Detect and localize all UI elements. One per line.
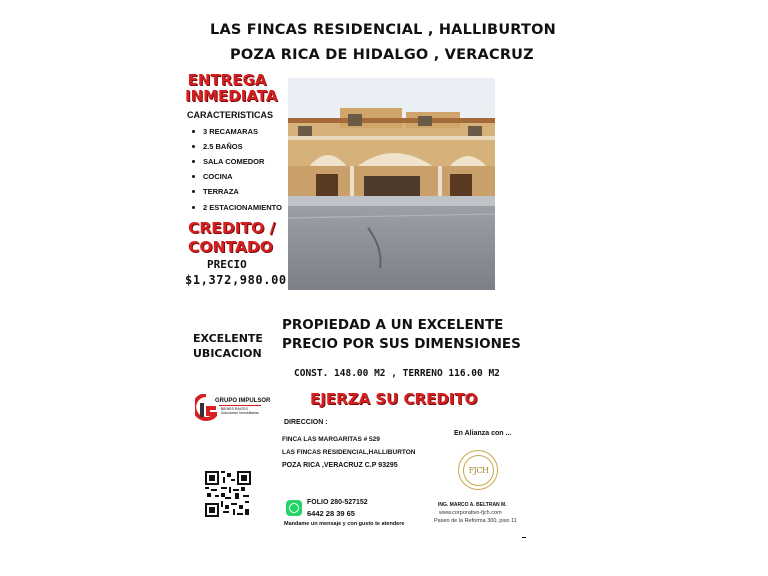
- location-note-line2: UBICACION: [193, 347, 262, 360]
- feature-item: SALA COMEDOR: [190, 157, 282, 172]
- tagline-line2: PRECIO POR SUS DIMENSIONES: [282, 336, 521, 352]
- divider-mark: [522, 537, 526, 538]
- address-line3: POZA RICA ,VERACRUZ C.P 93295: [282, 462, 398, 469]
- contact-phone[interactable]: 6442 28 39 65: [307, 509, 355, 518]
- payment-line1: CREDITO /: [188, 219, 276, 237]
- tagline-line1: PROPIEDAD A UN EXCELENTE: [282, 317, 504, 333]
- payment-line2: CONTADO: [188, 238, 273, 256]
- header-title-line2: POZA RICA DE HIDALGO , VERACRUZ: [230, 47, 534, 63]
- payment-options: [188, 219, 275, 257]
- feature-item: 2 ESTACIONAMIENTO: [190, 203, 282, 212]
- qr-code[interactable]: [205, 471, 251, 517]
- alliance-seal-text: FJCH: [463, 455, 494, 486]
- contact-note: Mandame un mensaje y con gusto te atendere: [284, 521, 405, 527]
- impulsor-sub: BIENES RAICES: [221, 407, 248, 411]
- whatsapp-icon[interactable]: [286, 500, 302, 516]
- address-line2: LAS FINCAS RESIDENCIAL,HALLIBURTON: [282, 449, 416, 456]
- delivery-badge-line1: ENTREGA: [187, 71, 267, 89]
- delivery-badge: [185, 71, 278, 105]
- house-photo: [288, 78, 495, 290]
- features-list: [190, 127, 282, 212]
- features-heading: CARACTERISTICAS: [187, 110, 274, 120]
- alliance-address: Paseo de la Reforma 300, piso 11: [434, 518, 517, 524]
- location-note: [193, 331, 263, 361]
- impulsor-logo-icon: [195, 394, 217, 422]
- price-value: $1,372,980.00: [185, 273, 287, 287]
- credit-call: EJERZA SU CREDITO: [310, 390, 478, 408]
- location-note-line1: EXCELENTE: [193, 332, 263, 345]
- feature-item: COCINA: [190, 172, 282, 187]
- dimensions: CONST. 148.00 M2 , TERRENO 116.00 M2: [294, 368, 500, 379]
- grupo-impulsor-logo: [195, 392, 271, 424]
- tagline: [282, 316, 521, 354]
- feature-item: TERRAZA: [190, 187, 282, 203]
- impulsor-name: GRUPO IMPULSOR: [215, 398, 271, 404]
- address-line1: FINCA LAS MARGARITAS # 529: [282, 436, 380, 443]
- alliance-web[interactable]: www.corporativo-fjch.com: [439, 510, 502, 516]
- header-title-line1: LAS FINCAS RESIDENCIAL , HALLIBURTON: [210, 22, 556, 38]
- contact-folio: FOLIO 280-527152: [307, 499, 368, 506]
- feature-item: 3 RECAMARAS: [190, 127, 282, 142]
- price-label: PRECIO: [207, 258, 247, 271]
- address-heading: DIRECCION :: [284, 419, 328, 426]
- alliance-name: ING. MARCO A. BELTRAN M.: [438, 502, 507, 508]
- delivery-badge-line2: INMEDIATA: [185, 87, 278, 105]
- feature-item: 2.5 BAÑOS: [190, 142, 282, 157]
- alliance-label: En Alianza con ...: [454, 430, 512, 437]
- alliance-seal: [458, 450, 498, 490]
- impulsor-tagline: Soluciones Inmobiliarias: [221, 411, 259, 415]
